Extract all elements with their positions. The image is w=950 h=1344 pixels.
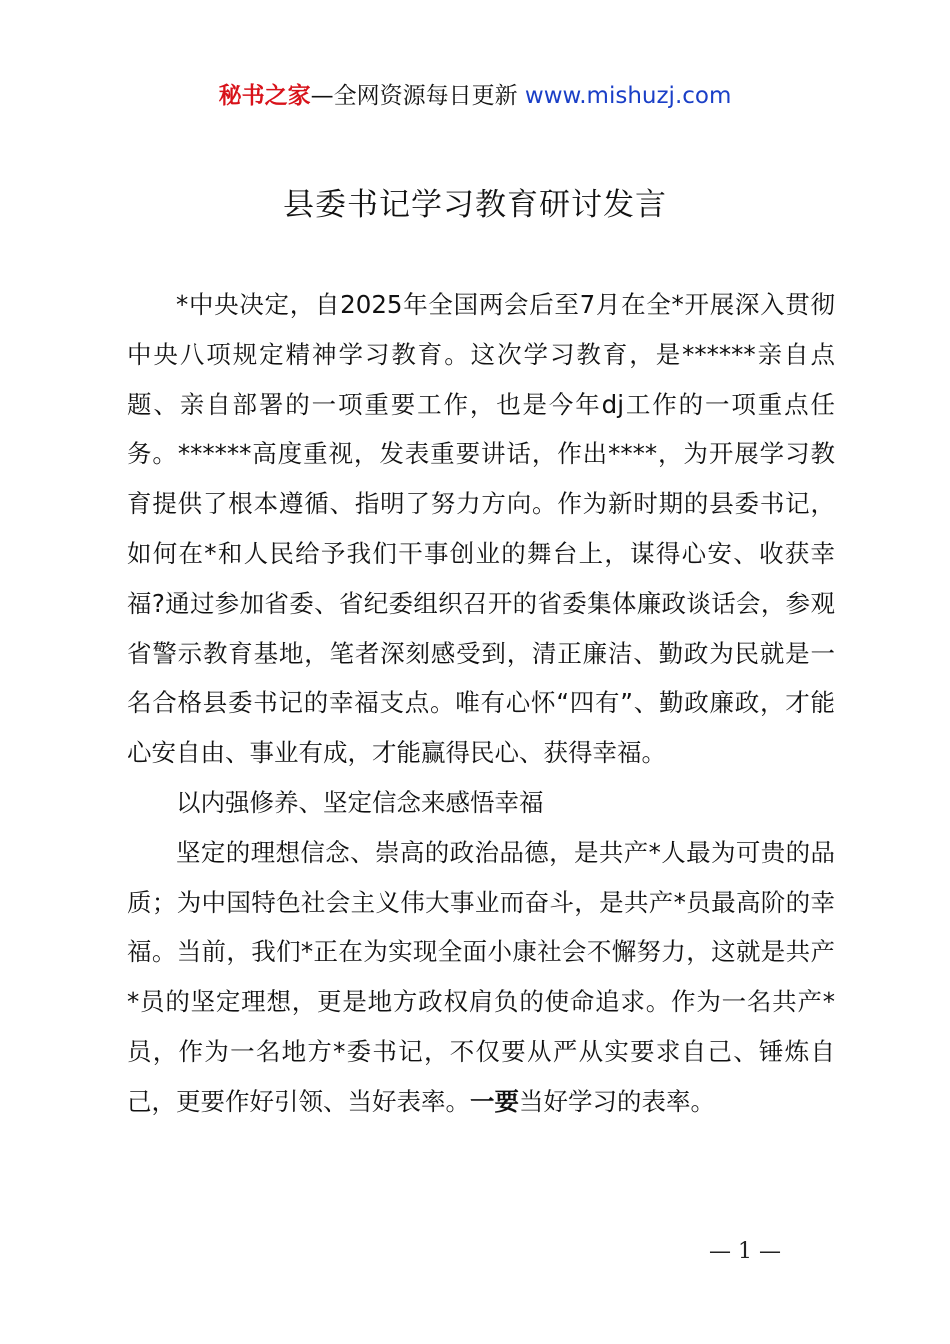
bold-lead: 一要 (470, 1086, 519, 1116)
document-title: 县委书记学习教育研讨发言 (283, 187, 667, 223)
paragraph: *中央决定，自2025年全国两会后至7月在全*开展深入贯彻中央八项规定精神学习教育。这次学习教育，是******亲自点题、亲自部署的一项重要工作，也是今年dj工作的一项重点任务。******高度重视，发表重要讲话，作出****，为开展学习教育提供了根本遵循、指明了努力方向。作为新时期的县委书记，如何在*和人民给予我们干事创业的舞台上，谋得心安、收获幸福?通过参加省委、省纪委组织召开的省委集体廉政谈话会，参观省警示教育基地，笔者深刻感受到，清正廉洁、勤政为民就是一名合格县委书记的幸福支点。唯有心怀“四有”、勤政廉政，才能心安自由、事业有成，才能赢得民心、获得幸福。 (127, 290, 835, 768)
section-heading: 以内强修养、坚定信念来感悟幸福 (176, 787, 544, 817)
document-body (127, 280, 835, 1127)
site-header (0, 80, 950, 112)
paragraph-tail: 当好学习的表率。 (519, 1086, 715, 1116)
site-slogan: —全网资源每日更新 (310, 83, 525, 109)
paragraph-text: 坚定的理想信念、崇高的政治品德，是共产*人最为可贵的品质；为中国特色社会主义伟大事业而奋斗，是共产*员最高阶的幸福。当前，我们*正在为实现全面小康社会不懈努力，这就是共产*员的坚定理想，更是地方政权肩负的使命追求。作为一名共产*员，作为一名地方*委书记，不仅要从严从实要求自己、锤炼自己，更要作好引领、当好表率。 (127, 837, 835, 1116)
site-url-link[interactable]: www.mishuzj.com (524, 83, 732, 109)
page-number: — 1 — (709, 1239, 781, 1264)
site-brand: 秘书之家 (218, 83, 311, 109)
paragraph (127, 828, 835, 1127)
